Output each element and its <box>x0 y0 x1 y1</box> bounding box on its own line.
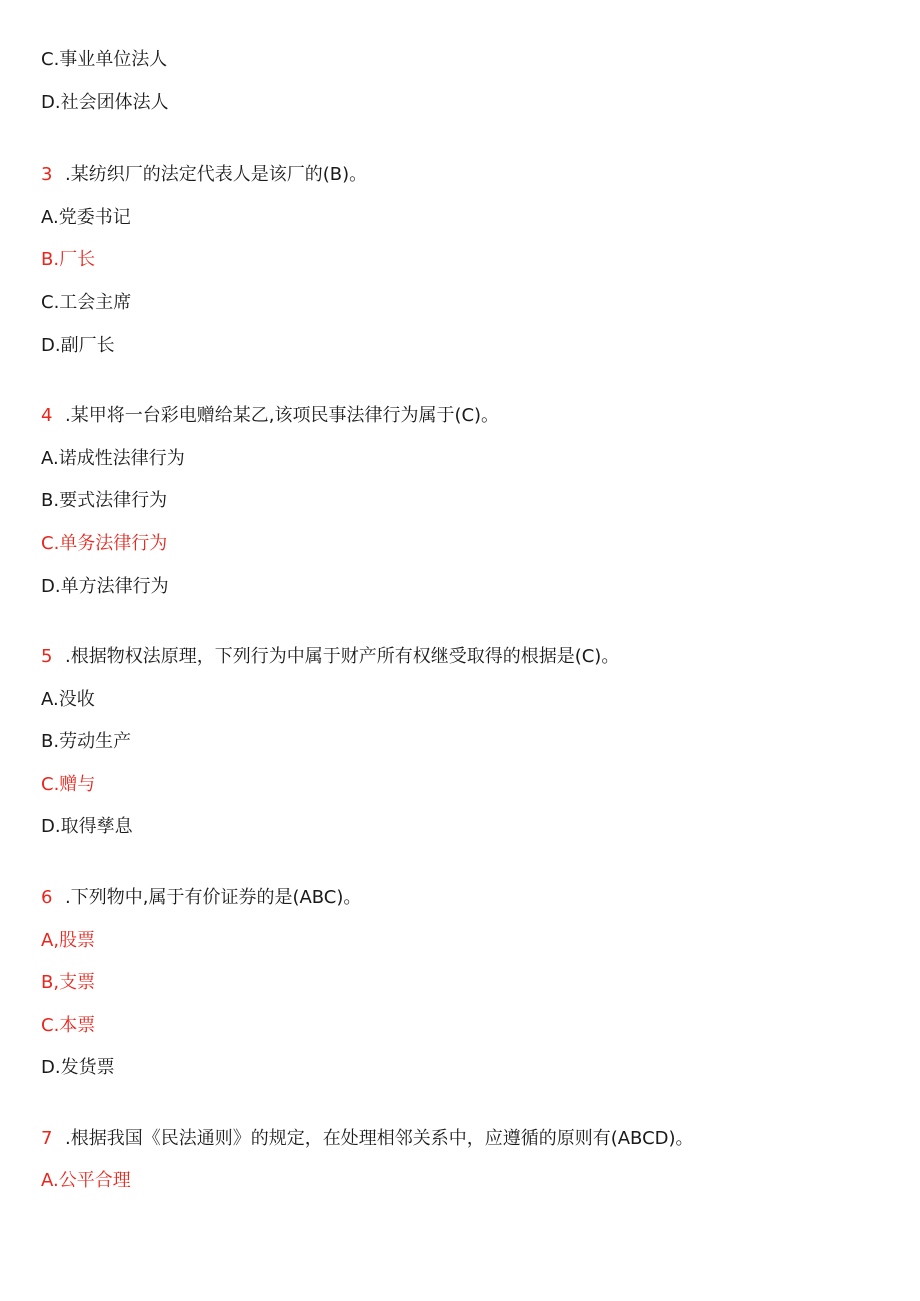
option-b-q6-correct: B,支票 <box>41 972 96 993</box>
option-c-q2: C.事业单位法人 <box>41 49 168 70</box>
question-stem: .根据物权法原理，下列行为中属于财产所有权继受取得的根据是(C)。 <box>65 646 620 667</box>
option-c-q6-correct: C.本票 <box>41 1015 96 1036</box>
option-c-q3: C.工会主席 <box>41 292 132 313</box>
question-3 <box>41 163 367 187</box>
question-stem: .某甲将一台彩电赠给某乙,该项民事法律行为属于(C)。 <box>65 405 500 426</box>
option-c-q4-correct: C.单务法律行为 <box>41 533 168 554</box>
option-b-q4: B.要式法律行为 <box>41 490 168 511</box>
question-stem: .根据我国《民法通则》的规定，在处理相邻关系中，应遵循的原则有(ABCD)。 <box>65 1128 694 1149</box>
option-a-q3: A.党委书记 <box>41 207 131 228</box>
option-d-q6: D.发货票 <box>41 1057 115 1078</box>
option-d-q2: D.社会团体法人 <box>41 92 169 113</box>
question-7 <box>41 1127 694 1151</box>
option-d-q4: D.单方法律行为 <box>41 576 169 597</box>
question-stem: .下列物中,属于有价证券的是(ABC)。 <box>65 887 362 908</box>
question-stem: .某纺织厂的法定代表人是该厂的(B)。 <box>65 164 368 185</box>
option-a-q4: A.诺成性法律行为 <box>41 448 185 469</box>
question-number: 6 <box>41 887 53 908</box>
option-b-q5: B.劳动生产 <box>41 731 132 752</box>
question-6 <box>41 886 361 910</box>
question-number: 4 <box>41 405 53 426</box>
option-d-q5: D.取得孳息 <box>41 816 133 837</box>
question-4 <box>41 404 499 428</box>
option-a-q5: A.没收 <box>41 689 95 710</box>
question-number: 3 <box>41 164 53 185</box>
question-number: 7 <box>41 1128 53 1149</box>
option-c-q5-correct: C.赠与 <box>41 774 96 795</box>
option-d-q3: D.副厂长 <box>41 335 115 356</box>
option-a-q6-correct: A,股票 <box>41 930 96 951</box>
option-a-q7-correct: A.公平合理 <box>41 1170 131 1191</box>
question-number: 5 <box>41 646 53 667</box>
option-b-q3-correct: B.厂长 <box>41 249 96 270</box>
question-5 <box>41 645 619 669</box>
